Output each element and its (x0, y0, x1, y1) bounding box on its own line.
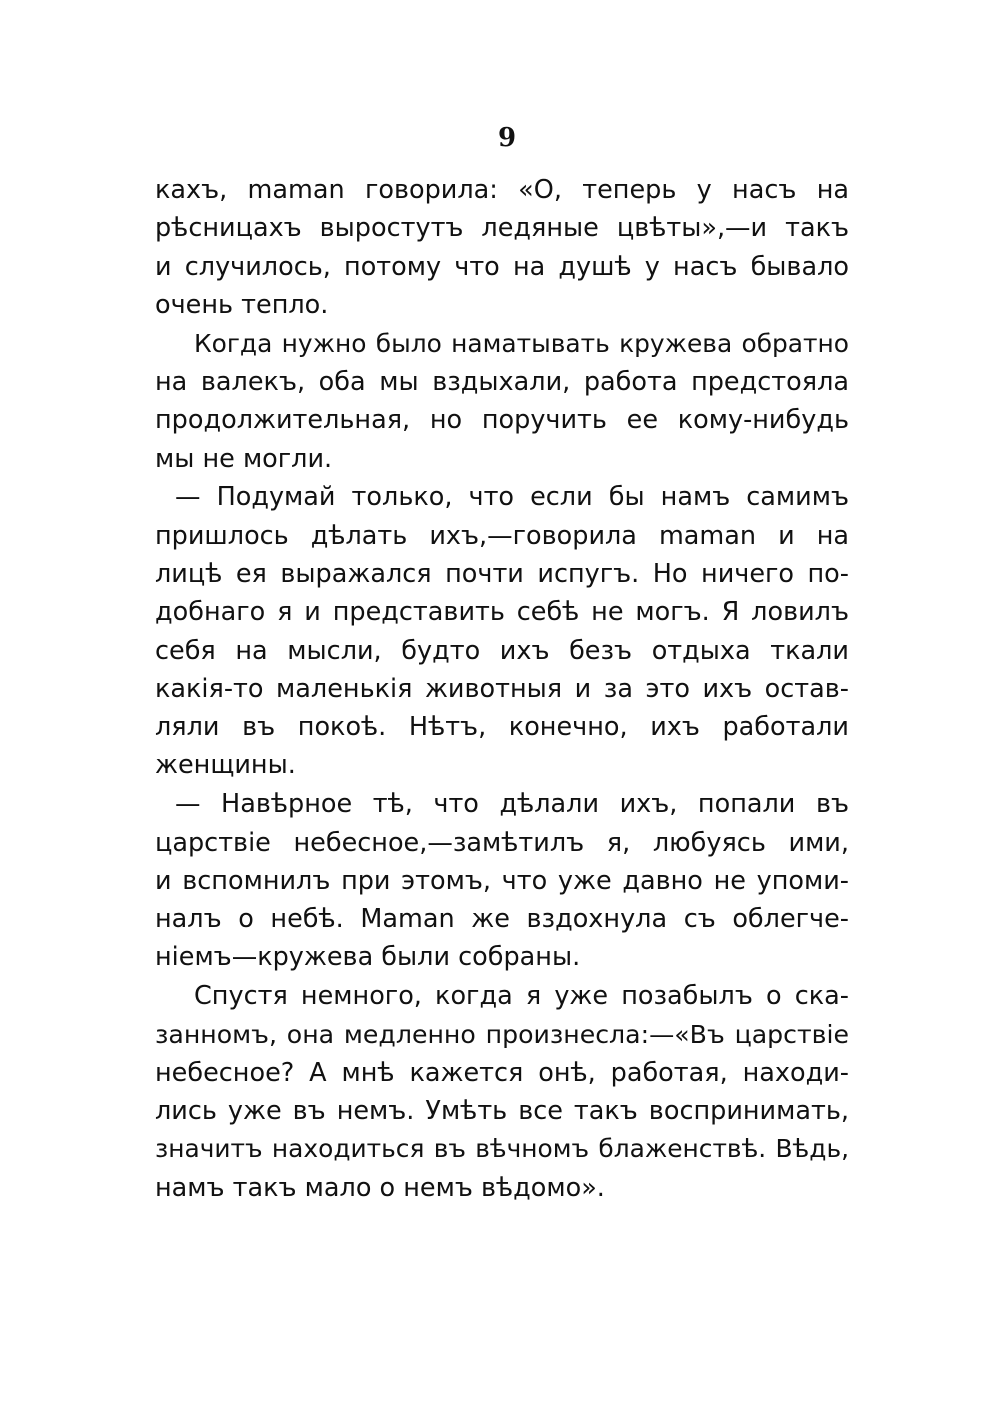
text-line: Спустя немного, когда я уже позабылъ о ска- (194, 981, 849, 1012)
text-line: кахъ, maman говорила: «О, теперь у насъ на (155, 175, 849, 205)
paragraph (155, 325, 849, 478)
text-line: небесное? А мнѣ кажется онѣ, работая, находи- (155, 1057, 849, 1088)
text-line: значитъ находиться въ вѣчномъ блаженствѣ. Вѣдь, (155, 1134, 849, 1164)
body-text (155, 171, 849, 1207)
page-number: 9 (497, 123, 517, 153)
text-line: лись уже въ немъ. Умѣть все такъ воспринимать, (155, 1096, 849, 1127)
paragraph (155, 478, 849, 784)
text-line: пришлось дѣлать ихъ,—говорила maman и на (155, 520, 849, 551)
text-line: очень тепло. (155, 289, 329, 320)
paragraph (155, 785, 849, 976)
text-line: себя на мысли, будто ихъ безъ отдыха ткали (155, 635, 849, 666)
text-line: Когда нужно было наматывать кружева обратно (194, 328, 849, 358)
text-line: — Навѣрное тѣ, что дѣлали ихъ, попали въ (175, 789, 849, 820)
paragraph (155, 171, 849, 324)
text-line: намъ такъ мало о немъ вѣдомо». (155, 1172, 605, 1203)
text-line: женщины. (155, 750, 296, 781)
text-line: ляли въ покоѣ. Нѣтъ, конечно, ихъ работали (155, 712, 849, 743)
text-line: царствіе небесное,—замѣтилъ я, любуясь ими, (155, 827, 849, 858)
text-line: какія-то маленькія животныя и за это ихъ остав- (155, 673, 849, 704)
text-line: продолжительная, но поручить ее кому-нибудь (155, 405, 849, 436)
paragraph (155, 977, 849, 1207)
text-line: и вспомнилъ при этомъ, что уже давно не упоми- (155, 865, 849, 896)
text-line: рѣсницахъ выростутъ ледяные цвѣты»,—и такъ (155, 213, 849, 244)
text-line: мы не могли. (155, 443, 333, 474)
text-line: занномъ, она медленно произнесла:—«Въ царствіе (155, 1019, 849, 1049)
text-line: лицѣ ея выражался почти испугъ. Но ничего по- (155, 558, 849, 589)
text-line: и случилось, потому что на душѣ у насъ бывало (155, 251, 849, 282)
text-line: ніемъ—кружева были собраны. (155, 942, 581, 973)
text-line: налъ о небѣ. Maman же вздохнула съ облегче- (155, 904, 849, 935)
text-line: — Подумай только, что если бы намъ самимъ (175, 482, 849, 513)
text-line: на валекъ, оба мы вздыхали, работа предстояла (155, 366, 849, 397)
text-line: добнаго я и представить себѣ не могъ. Я ловилъ (155, 597, 849, 628)
